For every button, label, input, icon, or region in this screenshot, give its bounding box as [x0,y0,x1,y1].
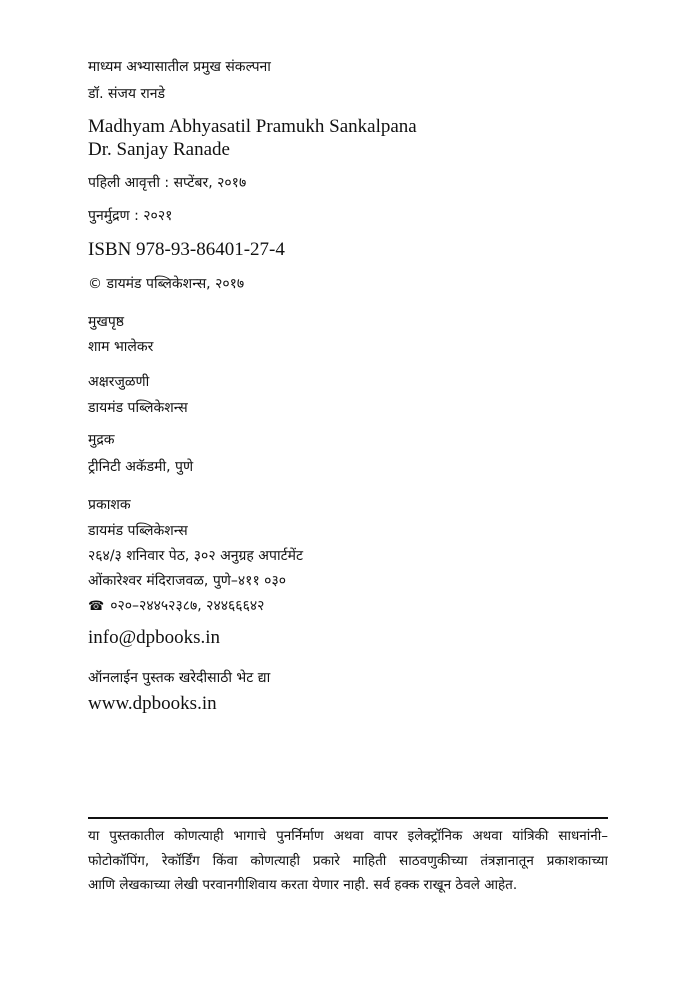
copyright: © डायमंड पब्लिकेशन्स, २०१७ [88,276,245,292]
publisher-phone-line [88,597,264,616]
publisher-label: प्रकाशक [88,497,131,513]
notice-line: फोटोकॉपिंग, रेकॉर्डिंग किंवा कोणत्याही प्रकारे माहिती साठवणुकीच्या तंत्रज्ञानातून प्रकाशकाच्या [88,852,608,869]
website-link[interactable]: www.dpbooks.in [88,693,217,714]
reprint: पुनर्मुद्रण : २०२१ [88,208,173,224]
divider [88,817,608,819]
printer-label: मुद्रक [88,432,115,448]
author-english: Dr. Sanjay Ranade [88,139,230,160]
typesetting-value: डायमंड पब्लिकेशन्स [88,400,188,416]
publisher-email[interactable]: info@dpbooks.in [88,627,221,648]
cover-value: शाम भालेकर [88,339,154,355]
telephone-icon: ☎ [88,599,105,614]
title-english: Madhyam Abhyasatil Pramukh Sankalpana [88,116,417,137]
online-label: ऑनलाईन पुस्तक खरेदीसाठी भेट द्या [88,670,271,686]
publisher-address-2: ओंकारेश्वर मंदिराजवळ, पुणे–४११ ०३० [88,573,287,589]
rights-notice [88,824,608,898]
title-marathi: माध्यम अभ्यासातील प्रमुख संकल्पना [88,59,271,75]
publisher-address-1: २६४/३ शनिवार पेठ, ३०२ अनुग्रह अपार्टमेंट [88,548,304,564]
notice-line: आणि लेखकाच्या लेखी परवानगीशिवाय करता येणार नाही. सर्व हक्क राखून ठेवले आहेत. [88,877,518,893]
publisher-name: डायमंड पब्लिकेशन्स [88,523,188,539]
cover-label: मुखपृष्ठ [88,314,125,330]
author-marathi: डॉ. संजय रानडे [88,86,166,102]
printer-value: ट्रीनिटी अकॅडमी, पुणे [88,459,194,475]
notice-line: या पुस्तकातील कोणत्याही भागाचे पुनर्निर्माण अथवा वापर इलेक्ट्रॉनिक अथवा यांत्रिकी साधनांनी– [88,828,608,844]
publisher-phone: ०२०–२४४५२३८७, २४४६६६४२ [110,598,265,614]
isbn: ISBN 978-93-86401-27-4 [88,239,285,260]
typesetting-label: अक्षरजुळणी [88,374,150,390]
first-edition: पहिली आवृत्ती : सप्टेंबर, २०१७ [88,175,247,191]
